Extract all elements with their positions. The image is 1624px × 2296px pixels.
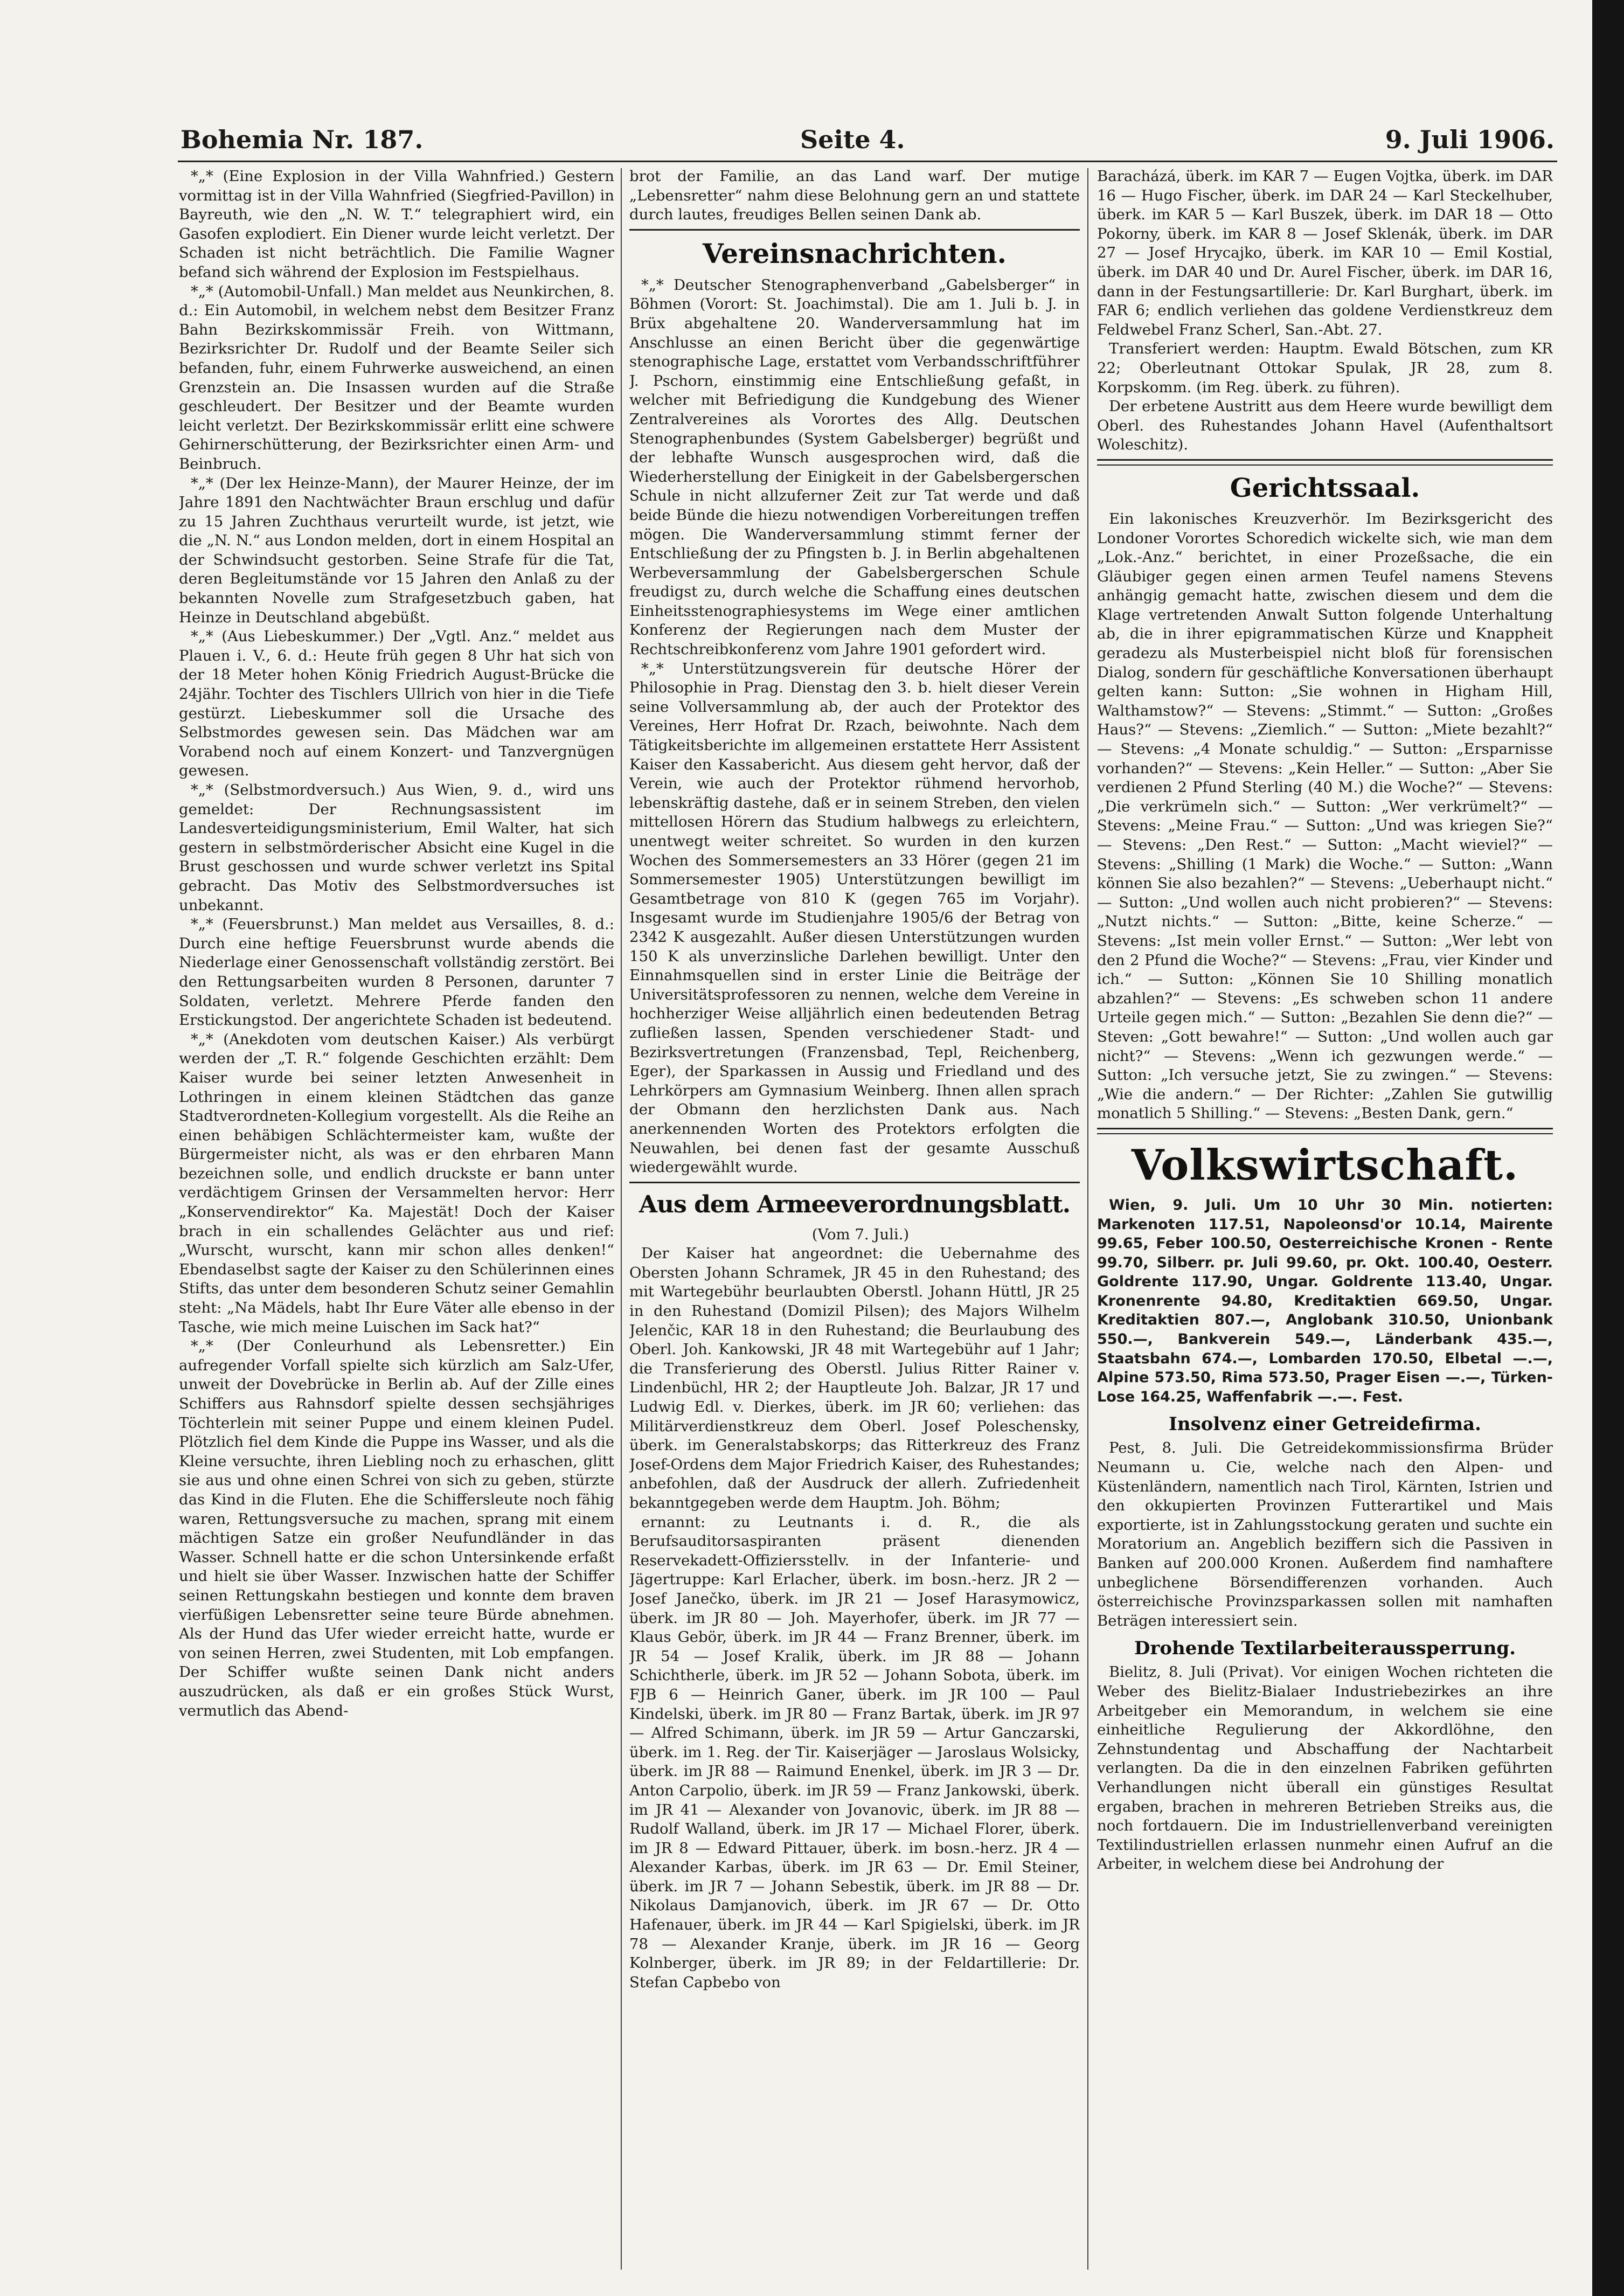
section-title-armeeverordnungsblatt: Aus dem Armeeverordnungsblatt. [639, 1190, 1071, 1218]
section-title-volkswirtschaft: Volkswirtschaft. [1131, 1140, 1519, 1190]
section-divider [629, 1182, 1080, 1183]
article-feuersbrunst: *„* (Feuersbrunst.) Man meldet aus Versailles, 8. d.: Durch eine heftige Feuersbrunst wurde abends die Niederlage einer Genossenschaft vollständig zerstört. Bei den Rettungsarbeiten wurden 8 Personen, darunter 7 Soldaten, verletzt. Mehrere Pferde fanden den Erstickungstod. Der angerichtete Schaden ist bedeutend. [179, 915, 614, 1029]
article-textilarbeiter: Bielitz, 8. Juli (Privat). Vor einigen Wochen richteten die Weber des Bielitz-Bialaer Industriebezirkes an ihre Arbeitgeber ein Memorandum, in welchem sie eine einheitliche Regulierung der Akkordlöhne, den Zehnstundentag und Abschaffung der Nachtarbeit verlangten. Da die in den einzelnen Fabriken geführten Verhandlungen nicht überall ein günstiges Resultat ergaben, brachen in mehreren Betrieben Streiks aus, die noch fortdauern. Die im Industriellenverband vereinigten Textilindustriellen erlassen nunmehr einen Aufruf an die Arbeiter, in welchem diese bei Androhung der [1097, 1663, 1553, 1873]
article-stenographenverband: *„* Deutscher Stenographenverband „Gabelsberger“ in Böhmen (Vorort: St. Joachimstal). Die am 1. Juli b. J. in Brüx abgehaltene 20. Wanderversammlung hat im Anschlusse an einen Bericht über die gegenwärtige stenographische Lage, erstattet vom Verbandsschriftführer J. Pschorn, einstimmig eine Entschließung gefaßt, in welcher mit Befriedigung die Kundgebung des Wiener Zentralvereines als Vorortes des Allg. Deutschen Stenographenbundes (System Gabelsberger) begrüßt und der lebhafte Wunsch ausgesprochen wird, daß die Wiederherstellung der Einigkeit in der Gabelsbergerschen Schule in nicht allzuferner Zeit zur Tat werde und daß beide Bünde die hiezu notwendigen Vorbereitungen treffen mögen. Die Wanderversammlung stimmt ferner der Entschließung der zu Pfingsten b. J. in Berlin abgehaltenen Werbeversammlung der Gabelsbergerschen Schule freudigst zu, durch welche die Schaffung eines deutschen Einheitsstenographiesystems im Wege einer amtlichen Konferenz der Regierungen nach dem Muster der Rechtschreibkonferenz vom Jahre 1901 gefordert wird. [629, 276, 1080, 658]
header-page-number: Seite 4. [800, 125, 905, 154]
column-divider-2 [1087, 168, 1088, 2270]
article-kreuzverhoer: Ein lakonisches Kreuzverhör. Im Bezirksgericht des Londoner Vorortes Schoredich wickelte sich, wie man dem „Lok.-Anz.“ berichtet, in einer Prozeßsache, die ein Gläubiger gegen einen armen Teufel namens Stevens anhängig gemacht hatte, zwischen diesem und dem die Klage vertretenden Anwalt Sutton folgende Unterhaltung ab, die in ihrer epigrammatischen Kürze und Knappheit geradezu als Musterbeispiel nicht bloß für forensischen Dialog, sondern für geschäftliche Konversationen überhaupt gelten kann: Sutton: „Sie wohnen in Higham Hill, Walthamstow?“ — Stevens: „Stimmt.“ — Sutton: „Großes Haus?“ — Stevens: „Ziemlich.“ — Sutton: „Miete bezahlt?“ — Stevens: „4 Monate schuldig.“ — Sutton: „Ersparnisse vorhanden?“ — Stevens: „Kein Heller.“ — Sutton: „Aber Sie verdienen 2 Pfund Sterling (40 M.) die Woche?“ — Stevens: „Die verkrümeln sich.“ — Sutton: „Wer verkrümelt?“ — Stevens: „Meine Frau.“ — Sutton: „Und was kriegen Sie?“ — Stevens: „Den Rest.“ — Sutton: „Macht wieviel?“ — Stevens: „Shilling (1 Mark) die Woche.“ — Sutton: „Wann können Sie also bezahlen?“ — Stevens: „Ueberhaupt nicht.“ — Sutton: „Und wollen auch nicht probieren?“ — Stevens: „Nutzt nichts.“ — Sutton: „Bitte, keine Scherze.“ — Stevens: „Ist mein voller Ernst.“ — Sutton: „Wer lebt von den 2 Pfund die Woche?“ — Stevens: „Frau, vier Kinder und ich.“ — Sutton: „Können Sie 10 Shilling monatlich abzahlen?“ — Stevens: „Es schweben schon 11 andere Urteile gegen mich.“ — Sutton: „Bezahlen Sie denn die?“ — Steven: „Gott bewahre!“ — Sutton: „Und wollen auch gar nicht?“ — Stevens: „Wenn ich gezwungen werde.“ — Sutton: „Ich versuche jetzt, Sie zu zwingen.“ — Stevens: „Wie die andern.“ — Der Richter: „Zahlen Sie gutwillig monatlich 5 Shilling.“ — Stevens: „Besten Dank, gern.“ [1097, 510, 1553, 1122]
article-armee-ernennungen: ernannt: zu Leutnants i. d. R., die als Berufsauditorsaspiranten präsent dienenden Reservekadett-Offiziersstellv. in der Infanterie- und Jägertruppe: Karl Erlacher, überk. im bosn.-herz. JR 2 — Josef Janečko, überk. im JR 21 — Josef Harasymowicz, überk. im JR 80 — Joh. Mayerhofer, überk. im JR 77 — Klaus Gebör, überk. im JR 44 — Franz Brenner, überk. im JR 54 — Josef Kralik, überk. im JR 88 — Johann Schichtherle, überk. im JR 52 — Johann Sobota, überk. im FJB 6 — Heinrich Ganer, überk. im JR 100 — Paul Kindelski, überk. im JR 80 — Franz Bartak, überk. im JR 97 — Alfred Schimann, überk. im JR 59 — Artur Ganczarski, überk. im 1. Reg. der Tir. Kaiserjäger — Jaroslaus Wolsicky, überk. im JR 88 — Raimund Enenkel, überk. im JR 3 — Dr. Anton Carpolio, überk. im JR 59 — Franz Jankowski, überk. im JR 41 — Alexander von Jovanovic, überk. im JR 88 — Rudolf Walland, überk. im JR 17 — Michael Florer, überk. im JR 8 — Edward Pittauer, überk. im bosn.-herz. JR 4 — Alexander Karbas, überk. im JR 63 — Dr. Emil Steiner, überk. im JR 7 — Johann Sebestik, überk. im JR 88 — Dr. Nikolaus Damjanovich, überk. im JR 67 — Dr. Otto Hafenauer, überk. im JR 44 — Karl Spigielski, überk. im JR 78 — Alexander Kranje, überk. im JR 16 — Georg Kolnberger, überk. im JR 89; in der Feldartillerie: Dr. Stefan Capbebo von [629, 1513, 1080, 1991]
article-automobil-unfall: *„* (Automobil-Unfall.) Man meldet aus Neunkirchen, 8. d.: Ein Automobil, in welchem nebst dem Besitzer Franz Bahn Bezirkskommissär Freih. von Wittmann, Bezirksrichter Dr. Rudolf und der Beamte Seiler sich befanden, fuhr, einem Fuhrwerke ausweichend, an einen Grenzstein an. Die Insassen wurden auf die Straße geschleudert. Der Besitzer und der Beamte wurden leicht verletzt. Der Bezirkskommissär erlitt eine schwere Gehirnerschütterung, der Bezirksrichter einen Arm- und Beinbruch. [179, 282, 614, 473]
section-divider [1097, 459, 1553, 466]
column-2 [629, 167, 1080, 2269]
header-date: 9. Juli 1906. [1385, 125, 1554, 154]
article-continuation: Baracházá, überk. im KAR 7 — Eugen Vojtka, überk. im DAR 16 — Hugo Fischer, überk. im DAR 24 — Karl Steckelhuber, überk. im KAR 5 — Karl Buszek, überk. im DAR 18 — Otto Pokorny, überk. im KAR 8 — Josef Sklenák, überk. im DAR 27 — Josef Hrycajko, überk. im KAR 10 — Emil Kostial, überk. im DAR 40 und Dr. Aurel Fischer, überk. im DAR 16, dann in der Festungsartillerie: Dr. Karl Burghart, überk. im FAR 6; endlich verliehen das goldene Verdienstkreuz dem Feldwebel Franz Scherl, San.-Abt. 27. [1097, 168, 1553, 338]
column-1 [179, 167, 614, 2269]
section-divider [1097, 1128, 1553, 1134]
article-continuation: brot der Familie, an das Land warf. Der mutige „Lebensretter“ nahm diese Belohnung gern an und stattete durch lautes, freudiges Bellen seinen Dank ab. [629, 168, 1080, 224]
column-3 [1097, 167, 1553, 2269]
column-divider-1 [621, 168, 622, 2270]
article-transferierungen: Transferiert werden: Hauptm. Ewald Bötschen, zum KR 22; Oberleutnant Ottokar Spulak, JR 28, zum 8. Korpskomm. (im Reg. überk. zu führen). [1097, 340, 1553, 396]
header-rule [178, 161, 1557, 162]
scan-border [1592, 0, 1624, 2296]
article-selbstmordversuch: *„* (Selbstmordversuch.) Aus Wien, 9. d., wird uns gemeldet: Der Rechnungsassistent im Landesverteidigungsministerium, Emil Walter, hat sich gestern in selbstmörderischer Absicht eine Kugel in die Brust geschossen und wurde schwer verletzt ins Spital gebracht. Das Motiv des Selbstmordversuches ist unbekannt. [179, 781, 614, 914]
article-boersenkurse: Wien, 9. Juli. Um 10 Uhr 30 Min. notierten: Markenoten 117.51, Napoleonsd'or 10.14, Mairente 99.65, Feber 100.50, Oesterreichische Kronen - Rente 99.70, Silberr. pr. Juli 99.60, pr. Okt. 100.40, Oesterr. Goldrente 117.90, Ungar. Goldrente 113.40, Ungar. Kronenrente 94.80, Kreditaktien 669.50, Ungar. Kreditaktien 807.—, Anglobank 310.50, Unionbank 550.—, Bankverein 549.—, Länderbank 435.—, Staatsbahn 674.—, Lombarden 170.50, Elbetal —.—, Alpine 573.50, Rima 573.50, Prager Eisen —.—, Türken-Lose 164.25, Waffenfabrik —.—. Fest. [1097, 1196, 1553, 1405]
subsection-title-insolvenz: Insolvenz einer Getreidefirma. [1169, 1413, 1481, 1435]
section-date: (Vom 7. Juli.) [811, 1225, 910, 1243]
article-liebeskummer: *„* (Aus Liebeskummer.) Der „Vgtl. Anz.“ meldet aus Plauen i. V., 6. d.: Heute früh gegen 8 Uhr hat sich von der 18 Meter hohen König Friedrich August-Brücke die 24jähr. Tochter des Tischlers Ullrich von hier in die Tiefe gestürzt. Liebeskummer soll die Ursache des Selbstmordes gewesen sein. Das Mädchen war am Vorabend noch auf einem Konzert- und Tanzvergnügen gewesen. [179, 628, 614, 780]
article-armee-anordnungen: Der Kaiser hat angeordnet: die Uebernahme des Obersten Johann Schramek, JR 45 in den Ruhestand; des mit Wartegebühr beurlaubten Oberstl. Johann Hüttl, JR 25 in den Ruhestand (Domizil Pilsen); des Majors Wilhelm Jelenčic, KAR 18 in den Ruhestand; die Beurlaubung des Oberl. Joh. Kankowski, JR 48 mit Wartegebühr auf 1 Jahr; die Transferierung des Oberstl. Julius Ritter Rainer v. Lindenbüchl, HR 2; der Hauptleute Joh. Balzar, JR 17 und Ludwig Edl. v. Dierkes, überk. im JR 60; verliehen: das Militärverdienstkreuz dem Oberl. Josef Poleschensky, überk. im Generalstabskorps; das Ritterkreuz des Franz Josef-Ordens dem Major Friedrich Kaiser, des Ruhestandes; anbefohlen, daß der Ausdruck der allerh. Zufriedenheit bekanntgegeben werde dem Hauptm. Joh. Böhm; [629, 1245, 1080, 1511]
article-austritt: Der erbetene Austritt aus dem Heere wurde bewilligt dem Oberl. des Ruhestandes Johann Havel (Aufenthaltsort Woleschitz). [1097, 398, 1553, 454]
article-unterstuetzungsverein: *„* Unterstützungsverein für deutsche Hörer der Philosophie in Prag. Dienstag den 3. b. hielt dieser Verein seine Vollversammlung ab, der auch der Protektor des Vereines, Herr Hofrat Dr. Rzach, beiwohnte. Nach dem Tätigkeitsberichte im allgemeinen erstattete Herr Assistent Kaiser den Kassabericht. Aus diesem geht hervor, daß der Verein, wie auch der Protektor rühmend hervorhob, lebenskräftig dastehe, daß er in seinem Streben, den vielen mittellosen Hörern das Studium halbwegs zu erleichtern, unentwegt weiter schreitet. So wurden in den kurzen Wochen des Sommersemesters an 33 Hörer (gegen 21 im Sommersemester 1905) Unterstützungen bewilligt im Gesamtbetrage von 810 K (gegen 765 im Vorjahr). Insgesamt wurde im Studienjahre 1905/6 der Betrag von 2342 K ausgezahlt. Außer diesen Unterstützungen wurden 150 K als unverzinsliche Darlehen bewilligt. Unter den Einnahmsquellen sind in erster Linie die Beiträge der Universitätsprofessoren zu nennen, welche dem Vereine in hochherziger Weise alljährlich einen bedeutenden Betrag zufließen lassen, Spenden verschiedener Stadt- und Bezirksvertretungen (Franzensbad, Tepl, Reichenberg, Eger), der Sparkassen in Aussig und Friedland und des Lehrkörpers am Gymnasium Weinberg. Ihnen allen sprach der Obmann den herzlichsten Dank aus. Nach anerkennenden Worten des Protektors erfolgten die Neuwahlen, bei denen fast der gesamte Ausschuß wiedergewählt wurde. [629, 660, 1080, 1176]
section-title-vereinsnachrichten: Vereinsnachrichten. [702, 237, 1007, 269]
article-explosion-villa-wahnfried: *„* (Eine Explosion in der Villa Wahnfried.) Gestern vormittag ist in der Villa Wahnfried (Siegfried-Pavillon) in Bayreuth, wie den „N. W. T.“ telegraphiert wird, ein Gasofen explodiert. Ein Diener wurde leicht verletzt. Der Schaden ist nicht beträchtlich. Die Familie Wagner befand sich während der Explosion im Festspielhaus. [179, 168, 614, 281]
page-header [181, 125, 1554, 157]
article-lex-heinze: *„* (Der lex Heinze-Mann), der Maurer Heinze, der im Jahre 1891 den Nachtwächter Braun erschlug und dafür zu 15 Jahren Zuchthaus verurteilt wurde, ist jetzt, wie die „N. N.“ aus London melden, dort in einem Hospital an der Schwindsucht gestorben. Seine Strafe für die Tat, deren Begleitumstände vor 15 Jahren den Anlaß zu der bekannten Novelle zum Strafgesetzbuch gaben, hat Heinze in Deutschland abgebüßt. [179, 474, 614, 626]
header-issue: Bohemia Nr. 187. [181, 125, 424, 154]
article-insolvenz: Pest, 8. Juli. Die Getreidekommissionsfirma Brüder Neumann u. Cie, welche nach den Alpen- und Küstenländern, namentlich nach Tirol, Kärnten, Istrien und den okkupierten Provinzen Futterartikel und Mais exportierte, ist in Zahlungsstockung geraten und suchte ein Moratorium an. Angeblich beziffern sich die Passiven in Banken auf 200.000 Kronen. Außerdem find namhaftere unbeglichene Börsendifferenzen vorhanden. Auch österreichische Provinzsparkassen sollen mit namhaften Beträgen interessiert sein. [1097, 1439, 1553, 1629]
section-title-gerichtssaal: Gerichtssaal. [1230, 473, 1420, 503]
article-couleurhund: *„* (Der Conleurhund als Lebensretter.) Ein aufregender Vorfall spielte sich kürzlich am Salz-Ufer, unweit der Dovebrücke in Berlin ab. Auf der Zille eines Schiffers aus Rahnsdorf spielte dessen sechsjähriges Töchterlein mit seiner Puppe und einem kleinen Pudel. Plötzlich fiel dem Kinde die Puppe ins Wasser, und als die Kleine versuchte, ihren Liebling noch zu erhaschen, glitt sie aus und ohne einen Schrei von sich zu geben, stürzte das Kind in die Fluten. Ehe die Schiffersleute noch fähig waren, Rettungsversuche zu machen, sprang mit einem mächtigen Satze ein großer Neufundländer in das Wasser. Schnell hatte er die schon Untersinkende erfaßt und hielt sie über Wasser. Inzwischen hatte der Schiffer seinen Rettungskahn bestiegen und konnte dem braven vierfüßigen Lebensretter seine teure Bürde abnehmen. Als der Hund das Ufer wieder erreicht hatte, wurde er von seinen Herren, zwei Studenten, mit Lob empfangen. Der Schiffer wußte seinen Dank nicht anders auszudrücken, als daß er ein großes Stück Wurst, vermutlich das Abend- [179, 1337, 614, 1719]
subsection-title-textil: Drohende Textilarbeiteraussperrung. [1134, 1638, 1516, 1660]
article-anekdoten-kaiser: *„* (Anekdoten vom deutschen Kaiser.) Als verbürgt werden der „T. R.“ folgende Geschichten erzählt: Dem Kaiser wurde bei seiner letzten Anwesenheit in Lothringen in einem kleinen Städtchen das ganze Stadtverordneten-Kollegium vorgestellt. Als die Reihe an einen behäbigen Schlächtermeister kam, wußte der Bürgermeister nicht, als was er den ehrbaren Mann bezeichnen solle, und endlich druckste er bann unter verdächtigem Grinsen der Versammelten hervor: Herr „Konservendirektor“ Ka. Majestät! Doch der Kaiser brach in ein schallendes Gelächter aus und rief: „Wurscht, wurscht, kann mir schon alles denken!“ Ebendaselbst sagte der Kaiser zu den Schülerinnen eines Stifts, das unter dem besonderen Schutz seiner Gemahlin steht: „Na Mädels, habt Ihr Eure Väter alle ebenso in der Tasche, wie mich meine Luischen im Sack hat?“ [179, 1030, 614, 1336]
section-divider [629, 229, 1080, 231]
